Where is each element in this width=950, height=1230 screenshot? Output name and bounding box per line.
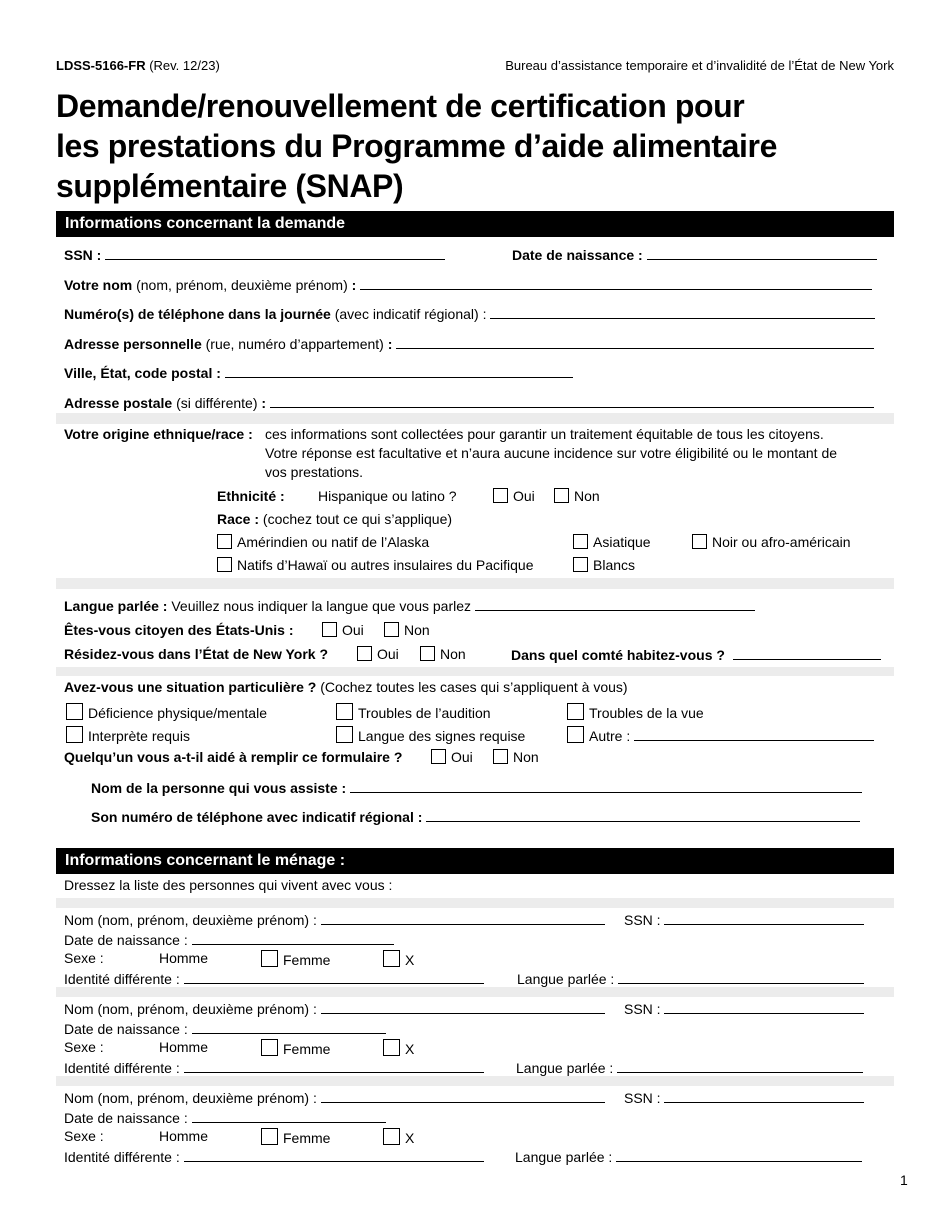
page-title [56, 86, 856, 206]
special-option-label: Interprète requis [88, 728, 190, 744]
special-option-label: Troubles de la vue [589, 705, 704, 721]
member-x-checkbox[interactable] [383, 1039, 400, 1056]
address-field[interactable] [396, 335, 874, 349]
special-checkbox[interactable] [66, 703, 83, 720]
ssn-field[interactable] [105, 246, 445, 260]
ssn-label: SSN : [64, 247, 102, 263]
address-label: Adresse personnelle [64, 336, 202, 352]
member-female-checkbox[interactable] [261, 1039, 278, 1056]
member-name-field[interactable] [321, 1000, 605, 1014]
title-line-1: Demande/renouvellement de certification pour [56, 88, 745, 124]
member-name-label: Nom (nom, prénom, deuxième prénom) : [64, 912, 317, 928]
resident-no-option[interactable] [420, 646, 466, 662]
member-identity-label: Identité différente : [64, 971, 180, 987]
member-female-label: Femme [283, 1041, 331, 1057]
member-x-option[interactable] [383, 1039, 414, 1057]
ethnicity-yes-label: Oui [513, 488, 535, 504]
race-option-label: Natifs d’Hawaï ou autres insulaires du Pacifique [237, 557, 534, 573]
race-option-pacific-islander[interactable] [217, 557, 534, 573]
special-checkbox[interactable] [336, 726, 353, 743]
member-sex-label: Sexe : [64, 1128, 104, 1144]
special-hint: (Cochez toutes les cases qui s’appliquent à vous) [320, 679, 628, 695]
ethnicity-no-option[interactable] [554, 488, 600, 504]
language-label: Langue parlée : [64, 598, 168, 614]
ethnic-label: Votre origine ethnique/race : [64, 426, 253, 442]
citizen-yes-checkbox[interactable] [322, 622, 337, 637]
member-male-label: Homme [159, 1128, 209, 1144]
member-female-label: Femme [283, 952, 331, 968]
member-identity-field[interactable] [184, 1059, 484, 1073]
race-option-label: Amérindien ou natif de l’Alaska [237, 534, 430, 550]
member-ssn-label: SSN : [624, 912, 661, 928]
member-identity-label: Identité différente : [64, 1060, 180, 1076]
member-male-label: Homme [159, 950, 209, 966]
race-checkbox[interactable] [573, 557, 588, 572]
member-female-checkbox[interactable] [261, 950, 278, 967]
race-option-black[interactable] [692, 534, 851, 550]
title-line-3: supplémentaire (SNAP) [56, 168, 404, 204]
ethnicity-yes-checkbox[interactable] [493, 488, 508, 503]
county-field[interactable] [733, 646, 881, 660]
divider-band [56, 898, 894, 908]
name-hint: (nom, prénom, deuxième prénom) [136, 277, 348, 293]
helper-name-label: Nom de la personne qui vous assiste : [91, 780, 347, 796]
resident-no-label: Non [440, 646, 466, 662]
resident-yes-option[interactable] [357, 646, 399, 662]
special-option-hearing[interactable] [336, 703, 491, 721]
member-language-field[interactable] [618, 970, 864, 984]
member-identity-field[interactable] [184, 970, 484, 984]
ethnic-text-3: vos prestations. [265, 464, 364, 480]
form-code [56, 58, 220, 73]
member-language-field[interactable] [616, 1148, 862, 1162]
special-other-field[interactable] [634, 727, 874, 741]
member-identity-field[interactable] [184, 1148, 484, 1162]
member-name-label: Nom (nom, prénom, deuxième prénom) : [64, 1001, 317, 1017]
race-option-asian[interactable] [573, 534, 651, 550]
member-language-label: Langue parlée : [517, 971, 615, 987]
race-option-label: Blancs [593, 557, 636, 573]
divider-band [56, 1076, 894, 1086]
citizen-no-option[interactable] [384, 622, 430, 638]
divider-band [56, 578, 894, 589]
race-option-label: Asiatique [593, 534, 651, 550]
form-revision: (Rev. 12/23) [149, 58, 220, 73]
member-dob-field[interactable] [192, 931, 394, 945]
member-dob-label: Date de naissance : [64, 1110, 188, 1126]
special-label: Avez-vous une situation particulière ? [64, 679, 317, 695]
citizen-yes-option[interactable] [322, 622, 364, 638]
resident-yes-checkbox[interactable] [357, 646, 372, 661]
helped-label: Quelqu’un vous a-t-il aidé à remplir ce formulaire ? [64, 749, 403, 765]
ethnic-text-1: ces informations sont collectées pour garantir un traitement équitable de tous les citoyens. [265, 426, 824, 442]
race-option-native-american[interactable] [217, 534, 429, 550]
special-option-label: Troubles de l’audition [358, 705, 491, 721]
mailing-colon: : [261, 395, 267, 411]
member-ssn-label: SSN : [624, 1001, 661, 1017]
citizen-label: Êtes-vous citoyen des États-Unis : [64, 622, 294, 638]
member-sex-label: Sexe : [64, 1039, 104, 1055]
citizen-yes-label: Oui [342, 622, 364, 638]
mailing-field[interactable] [270, 394, 874, 408]
special-option-other[interactable] [567, 726, 874, 744]
citizen-no-label: Non [404, 622, 430, 638]
ethnicity-label: Ethnicité : [217, 488, 285, 504]
language-field[interactable] [475, 597, 755, 611]
member-female-option[interactable] [261, 1039, 330, 1057]
city-field[interactable] [225, 364, 573, 378]
race-label: Race : [217, 511, 260, 527]
special-option-sign-language[interactable] [336, 726, 525, 744]
member-ssn-label: SSN : [624, 1090, 661, 1106]
member-x-option[interactable] [383, 950, 414, 968]
member-x-option[interactable] [383, 1128, 414, 1146]
household-intro: Dressez la liste des personnes qui vivent avec vous : [64, 877, 393, 893]
member-male-label: Homme [159, 1039, 209, 1055]
member-x-label: X [405, 952, 415, 968]
special-checkbox[interactable] [567, 726, 584, 743]
divider-band [56, 413, 894, 424]
member-language-label: Langue parlée : [516, 1060, 614, 1076]
ethnicity-question: Hispanique ou latino ? [318, 488, 457, 504]
special-checkbox[interactable] [567, 703, 584, 720]
section-household-heading: Informations concernant le ménage : [56, 848, 894, 874]
mailing-hint: (si différente) [176, 395, 258, 411]
race-checkbox[interactable] [692, 534, 707, 549]
special-checkbox[interactable] [66, 726, 83, 743]
member-dob-label: Date de naissance : [64, 1021, 188, 1037]
helped-no-checkbox[interactable] [493, 749, 508, 764]
special-option-vision[interactable] [567, 703, 704, 721]
agency-name: Bureau d’assistance temporaire et d’invalidité de l’État de New York [505, 58, 894, 73]
special-checkbox[interactable] [336, 703, 353, 720]
helped-no-label: Non [513, 749, 539, 765]
form-code-number: LDSS-5166-FR [56, 58, 146, 73]
helper-phone-field[interactable] [426, 808, 860, 822]
member-language-field[interactable] [617, 1059, 863, 1073]
member-name-field[interactable] [321, 911, 605, 925]
member-x-label: X [405, 1041, 415, 1057]
special-option-label: Langue des signes requise [358, 728, 526, 744]
member-female-option[interactable] [261, 1128, 330, 1146]
helped-yes-option[interactable] [431, 749, 473, 765]
divider-band [56, 667, 894, 676]
address-hint: (rue, numéro d’appartement) [205, 336, 384, 352]
member-language-label: Langue parlée : [515, 1149, 613, 1165]
member-female-option[interactable] [261, 950, 330, 968]
member-dob-label: Date de naissance : [64, 932, 188, 948]
mailing-label: Adresse postale [64, 395, 173, 411]
resident-no-checkbox[interactable] [420, 646, 435, 661]
county-label: Dans quel comté habitez-vous ? [511, 647, 725, 663]
citizen-no-checkbox[interactable] [384, 622, 399, 637]
member-ssn-field[interactable] [664, 1089, 864, 1103]
member-female-label: Femme [283, 1130, 331, 1146]
phone-label: Numéro(s) de téléphone dans la journée [64, 306, 331, 322]
race-heading [217, 511, 452, 527]
race-option-white[interactable] [573, 557, 635, 573]
address-colon: : [387, 336, 393, 352]
member-identity-label: Identité différente : [64, 1149, 180, 1165]
ethnicity-no-checkbox[interactable] [554, 488, 569, 503]
section-application-heading: Informations concernant la demande [56, 211, 894, 237]
special-option-interpreter[interactable] [66, 726, 190, 744]
helped-yes-label: Oui [451, 749, 473, 765]
name-colon: : [351, 277, 357, 293]
helper-name-field[interactable] [350, 779, 862, 793]
member-ssn-field[interactable] [664, 911, 864, 925]
language-text: Veuillez nous indiquer la langue que vous parlez [171, 598, 472, 614]
dob-field[interactable] [647, 246, 877, 260]
ethnic-text-2: Votre réponse est facultative et n’aura aucune incidence sur votre éligibilité ou le montant de [265, 445, 838, 461]
name-label: Votre nom [64, 277, 133, 293]
member-x-checkbox[interactable] [383, 950, 400, 967]
phone-hint: (avec indicatif régional) : [334, 306, 487, 322]
member-x-label: X [405, 1130, 415, 1146]
ethnicity-no-label: Non [574, 488, 600, 504]
resident-label: Résidez-vous dans l’État de New York ? [64, 646, 328, 662]
member-name-label: Nom (nom, prénom, deuxième prénom) : [64, 1090, 317, 1106]
resident-yes-label: Oui [377, 646, 399, 662]
name-field[interactable] [360, 276, 872, 290]
city-label: Ville, État, code postal : [64, 365, 221, 381]
race-hint: (cochez tout ce qui s’applique) [262, 511, 453, 527]
ethnicity-yes-option[interactable] [493, 488, 535, 504]
helper-phone-label: Son numéro de téléphone avec indicatif régional : [91, 809, 423, 825]
member-dob-field[interactable] [192, 1020, 386, 1034]
race-checkbox[interactable] [573, 534, 588, 549]
phone-field[interactable] [490, 305, 875, 319]
title-line-2: les prestations du Programme d’aide alimentaire [56, 128, 777, 164]
member-name-field[interactable] [321, 1089, 605, 1103]
member-sex-label: Sexe : [64, 950, 104, 966]
member-ssn-field[interactable] [664, 1000, 864, 1014]
race-checkbox[interactable] [217, 557, 232, 572]
special-option-label: Déficience physique/mentale [88, 705, 267, 721]
page-number: 1 [900, 1172, 908, 1188]
race-option-label: Noir ou afro-américain [712, 534, 851, 550]
member-female-checkbox[interactable] [261, 1128, 278, 1145]
helped-no-option[interactable] [493, 749, 539, 765]
divider-band [56, 987, 894, 997]
dob-label: Date de naissance : [512, 247, 643, 263]
race-checkbox[interactable] [217, 534, 232, 549]
member-x-checkbox[interactable] [383, 1128, 400, 1145]
helped-yes-checkbox[interactable] [431, 749, 446, 764]
special-option-label: Autre : [589, 728, 631, 744]
member-dob-field[interactable] [192, 1109, 386, 1123]
special-option-disability[interactable] [66, 703, 267, 721]
